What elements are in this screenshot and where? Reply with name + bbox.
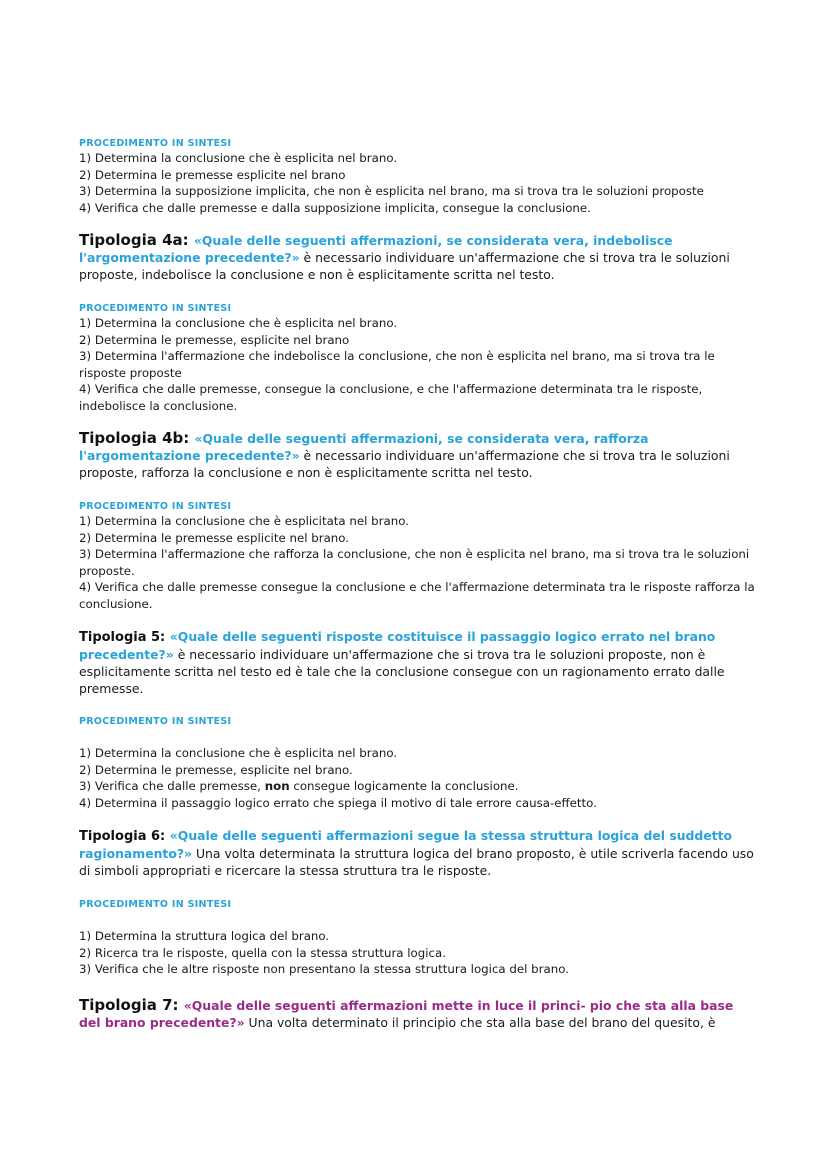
step-item: 4) Verifica che dalle premesse, consegue la conclusione, e che l'affermazione determinata tra le risposte, indebolisce la conclusione. [79, 382, 703, 413]
step-item: 3) Verifica che le altre risposte non presentano la stessa struttura logica del brano. [79, 962, 569, 976]
summary-section-4 [79, 715, 759, 811]
tipologia-question: «Quale delle seguenti affermazioni segue la stessa struttura logica del suddetto ragionamento?» [79, 828, 733, 861]
summary-steps [79, 928, 759, 978]
tipologia-question: «Quale delle seguenti affermazioni mette in luce il princi- pio che sta alla base del brano precedente?» [79, 997, 734, 1030]
summary-heading: PROCEDIMENTO IN SINTESI [79, 303, 232, 314]
step-item: 2) Determina le premesse esplicite nel brano [79, 167, 346, 182]
tipologia-label: Tipologia 5: [79, 630, 170, 645]
tipologia-description: è necessario individuare un'affermazione che si trova tra le soluzioni proposte, non è esplicitamente scritta nel testo ed è tale che la conclusione consegue con un ragionamento errato dalle premesse. [79, 647, 725, 696]
summary-section-3 [79, 500, 759, 612]
tipologia-question: «Quale delle seguenti affermazioni, se considerata vera, indebolisce l'argomentazione precedente?» [79, 233, 673, 265]
step-item: 3) Determina l'affermazione che indebolisce la conclusione, che non è esplicita nel brano, ma si trova tra le risposte proposte [79, 349, 715, 380]
tipologia-label: Tipologia 6: [79, 829, 170, 844]
step-item: 1) Determina la struttura logica del brano. [79, 929, 330, 943]
summary-heading: PROCEDIMENTO IN SINTESI [79, 716, 232, 727]
step-item: 2) Determina le premesse, esplicite nel brano [79, 332, 350, 347]
step-emphasis: non [264, 779, 290, 793]
summary-heading: PROCEDIMENTO IN SINTESI [79, 899, 232, 910]
tipologia-4b [79, 430, 759, 481]
summary-steps [79, 513, 759, 612]
tipologia-7 [79, 997, 759, 1031]
step-item: 3) Determina l'affermazione che rafforza la conclusione, che non è esplicita nel brano, ma si trova tra le soluzioni proposte. [79, 547, 750, 578]
step-item: 4) Verifica che dalle premesse consegue la conclusione e che l'affermazione determinata tra le risposte rafforza la conclusione. [79, 580, 755, 611]
tipologia-description: Una volta determinata la struttura logica del brano proposto, è utile scriverla facendo uso di simboli appropriati e ricercare la stessa struttura tra le risposte. [79, 846, 754, 878]
step-item: 1) Determina la conclusione che è esplicitata nel brano. [79, 514, 409, 528]
summary-section-2 [79, 302, 759, 414]
document-page [79, 137, 759, 1031]
step-item: 4) Verifica che dalle premesse e dalla supposizione implicita, consegue la conclusione. [79, 200, 591, 215]
tipologia-label: Tipologia 7: [79, 995, 184, 1014]
step-item: 3) Determina la supposizione implicita, che non è esplicita nel brano, ma si trova tra le soluzioni proposte [79, 184, 704, 198]
summary-section-1 [79, 137, 759, 216]
summary-heading: PROCEDIMENTO IN SINTESI [79, 501, 232, 512]
step-item [79, 778, 759, 795]
summary-steps [79, 150, 759, 216]
step-item: 2) Determina le premesse, esplicite nel brano. [79, 762, 353, 777]
tipologia-question: «Quale delle seguenti affermazioni, se considerata vera, rafforza l'argomentazione precedente?» [79, 431, 649, 463]
step-item: 1) Determina la conclusione che è esplicita nel brano. [79, 151, 398, 165]
step-text: consegue logicamente la conclusione. [289, 779, 519, 793]
tipologia-question: «Quale delle seguenti risposte costituisce il passaggio logico errato nel brano precedente?» [79, 629, 716, 662]
summary-heading: PROCEDIMENTO IN SINTESI [79, 138, 232, 149]
tipologia-description: è necessario individuare un'affermazione che si trova tra le soluzioni proposte, indebolisce la conclusione e non è esplicitamente scritta nel testo. [79, 250, 730, 282]
step-item: 2) Ricerca tra le risposte, quella con la stessa struttura logica. [79, 945, 447, 960]
step-text: 3) Verifica che dalle premesse, [79, 779, 265, 793]
step-item: 1) Determina la conclusione che è esplicita nel brano. [79, 316, 398, 330]
summary-steps [79, 745, 759, 811]
tipologia-5 [79, 628, 759, 697]
tipologia-label: Tipologia 4a: [79, 231, 194, 249]
tipologia-6 [79, 827, 759, 879]
tipologia-description: è necessario individuare un'affermazione che si trova tra le soluzioni proposte, rafforza la conclusione e non è esplicitamente scritta nel testo. [79, 448, 730, 480]
step-item: 4) Determina il passaggio logico errato che spiega il motivo di tale errore causa-effetto. [79, 795, 597, 810]
tipologia-4a [79, 232, 759, 283]
tipologia-description: Una volta determinato il principio che sta alla base del brano del quesito, è [244, 1014, 716, 1030]
summary-steps [79, 315, 759, 414]
tipologia-label: Tipologia 4b: [79, 429, 195, 447]
summary-section-5 [79, 898, 759, 978]
step-item: 1) Determina la conclusione che è esplicita nel brano. [79, 746, 398, 760]
step-item: 2) Determina le premesse esplicite nel brano. [79, 530, 350, 545]
